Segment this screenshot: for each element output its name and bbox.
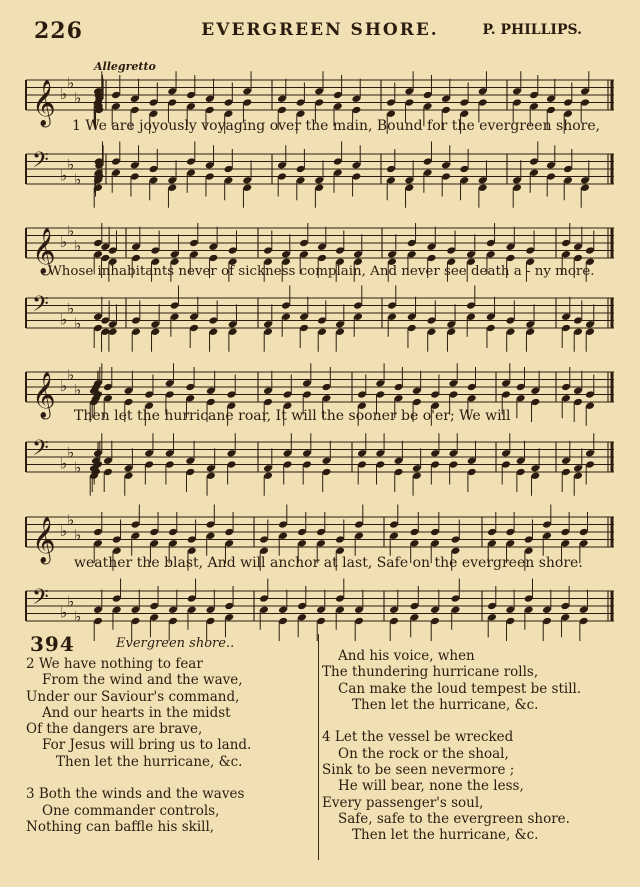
lyric-line-2: Whose inhabitants never of sickness complain, And never see death a - ny more. bbox=[48, 264, 595, 279]
verse-line: He will bear, none the less, bbox=[338, 778, 524, 795]
composer-name: P. PHILLIPS. bbox=[482, 22, 582, 38]
verse-line bbox=[26, 770, 316, 786]
lyric-line-4: weather the blast, And will anchor at last, Safe on the evergreen shore. bbox=[74, 555, 583, 571]
flat-icon: ♭ bbox=[60, 377, 68, 395]
verse-line: 2 We have nothing to fear bbox=[26, 656, 203, 672]
verse-line: And his voice, when bbox=[338, 648, 475, 664]
bass-staff bbox=[26, 146, 614, 194]
flat-icon: ♭ bbox=[67, 365, 75, 384]
music-system-2 bbox=[26, 210, 614, 340]
bass-staff bbox=[26, 434, 614, 482]
verse-line: 3 Both the winds and the waves bbox=[26, 786, 245, 803]
flat-icon: ♭ bbox=[60, 454, 68, 473]
bass-clef-icon: 𝄢 bbox=[32, 585, 49, 615]
flat-icon: ♭ bbox=[74, 88, 82, 107]
bass-staff bbox=[26, 583, 614, 631]
flat-icon: ♭ bbox=[60, 233, 68, 251]
verses-right-column bbox=[322, 648, 622, 844]
flat-icon: ♭ bbox=[67, 592, 75, 611]
verse-line: Nothing can baffle his skill, bbox=[26, 818, 215, 835]
hymn-number: 394 bbox=[30, 632, 75, 656]
verses-left-column bbox=[26, 656, 316, 835]
music-system-3 bbox=[26, 360, 614, 480]
flat-icon: ♭ bbox=[74, 525, 82, 544]
flat-icon: ♭ bbox=[74, 607, 82, 626]
verse-line: Then let the hurricane, &c. bbox=[56, 753, 243, 770]
flat-icon: ♭ bbox=[67, 155, 75, 174]
treble-clef-icon: 𝄞 bbox=[32, 80, 56, 126]
verse-line: Of the dangers are brave, bbox=[26, 721, 203, 738]
verse-line: Then let the hurricane, &c. bbox=[352, 827, 539, 844]
verse-line: On the rock or the shoal, bbox=[338, 745, 509, 762]
flat-icon: ♭ bbox=[60, 166, 68, 185]
bass-clef-icon: 𝄢 bbox=[32, 292, 49, 322]
treble-clef-icon: 𝄞 bbox=[32, 372, 56, 418]
flat-icon: ♭ bbox=[60, 310, 68, 329]
verse-line bbox=[322, 713, 622, 729]
music-system-1 bbox=[26, 60, 614, 200]
hymn-subtitle: Evergreen shore.. bbox=[116, 636, 235, 651]
flat-icon: ♭ bbox=[74, 380, 82, 399]
flat-icon: ♭ bbox=[74, 314, 82, 333]
verse-line: Sink to be seen nevermore ; bbox=[322, 762, 515, 779]
verse-line: Safe, safe to the evergreen shore. bbox=[338, 810, 570, 827]
verse-line: Under our Saviour's command, bbox=[26, 688, 240, 705]
verse-line: Can make the loud tempest be still. bbox=[338, 680, 582, 697]
verse-line: The thundering hurricane rolls, bbox=[322, 664, 539, 681]
bass-clef-icon: 𝄢 bbox=[32, 148, 49, 178]
bass-clef-icon: 𝄢 bbox=[32, 436, 49, 466]
page-header bbox=[0, 18, 640, 48]
verse-line: One commander controls, bbox=[42, 802, 220, 819]
flat-icon: ♭ bbox=[67, 510, 75, 529]
lyric-line-1: 1 We are joyously voyaging over the main, Bound for the evergreen shore, bbox=[72, 118, 601, 134]
verse-line: Every passenger's soul, bbox=[322, 794, 484, 811]
bass-staff bbox=[26, 290, 614, 338]
flat-icon: ♭ bbox=[67, 221, 75, 240]
lyric-line-3: Then let the hurricane roar, It will the sooner be o'er; We will bbox=[74, 408, 511, 424]
verse-line: 4 Let the vessel be wrecked bbox=[322, 729, 514, 746]
flat-icon: ♭ bbox=[74, 236, 82, 255]
verse-line: Then let the hurricane, &c. bbox=[352, 696, 539, 713]
tempo-marking: Allegretto bbox=[94, 60, 156, 73]
page-title: EVERGREEN SHORE. bbox=[201, 20, 439, 40]
verse-line: And our hearts in the midst bbox=[42, 704, 231, 721]
verse-line: From the wind and the wave, bbox=[42, 672, 243, 689]
treble-clef-icon: 𝄞 bbox=[32, 228, 56, 274]
flat-icon: ♭ bbox=[60, 85, 68, 103]
flat-icon: ♭ bbox=[67, 73, 75, 92]
page-number: 226 bbox=[34, 18, 83, 44]
flat-icon: ♭ bbox=[67, 299, 75, 318]
treble-clef-icon: 𝄞 bbox=[32, 517, 56, 563]
music-system-4 bbox=[26, 505, 614, 625]
column-divider bbox=[318, 634, 319, 860]
flat-icon: ♭ bbox=[60, 522, 68, 540]
flat-icon: ♭ bbox=[74, 458, 82, 477]
verse-line: For Jesus will bring us to land. bbox=[42, 737, 252, 754]
flat-icon: ♭ bbox=[74, 170, 82, 189]
flat-icon: ♭ bbox=[60, 603, 68, 622]
flat-icon: ♭ bbox=[67, 443, 75, 462]
